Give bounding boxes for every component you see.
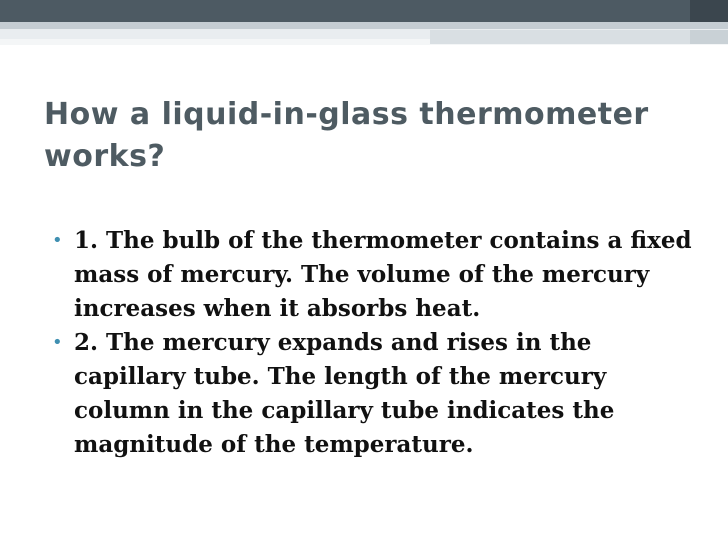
bullet-text: 1. The bulb of the thermometer contains a fixed mass of mercury. The volume of the mercury increases when it absorbs heat. bbox=[74, 227, 692, 322]
header-accent-stripe bbox=[430, 30, 728, 44]
bullet-marker-icon: • bbox=[52, 332, 63, 353]
bullet-text: 2. The mercury expands and rises in the capillary tube. The length of the mercury column in the capillary tube indicates the magnitude of the temperature. bbox=[74, 329, 615, 458]
header-accent-dark-block bbox=[690, 0, 728, 22]
bullet-item-2 bbox=[52, 326, 692, 462]
bullet-marker-icon: • bbox=[52, 230, 63, 251]
bullet-item-1 bbox=[52, 224, 692, 326]
bullet-list bbox=[52, 224, 692, 462]
slide-title: How a liquid-in-glass thermometer works? bbox=[44, 97, 649, 174]
header-band-mid bbox=[0, 22, 728, 29]
header-band-dark bbox=[0, 0, 728, 22]
header-accent-light-block bbox=[690, 30, 728, 44]
